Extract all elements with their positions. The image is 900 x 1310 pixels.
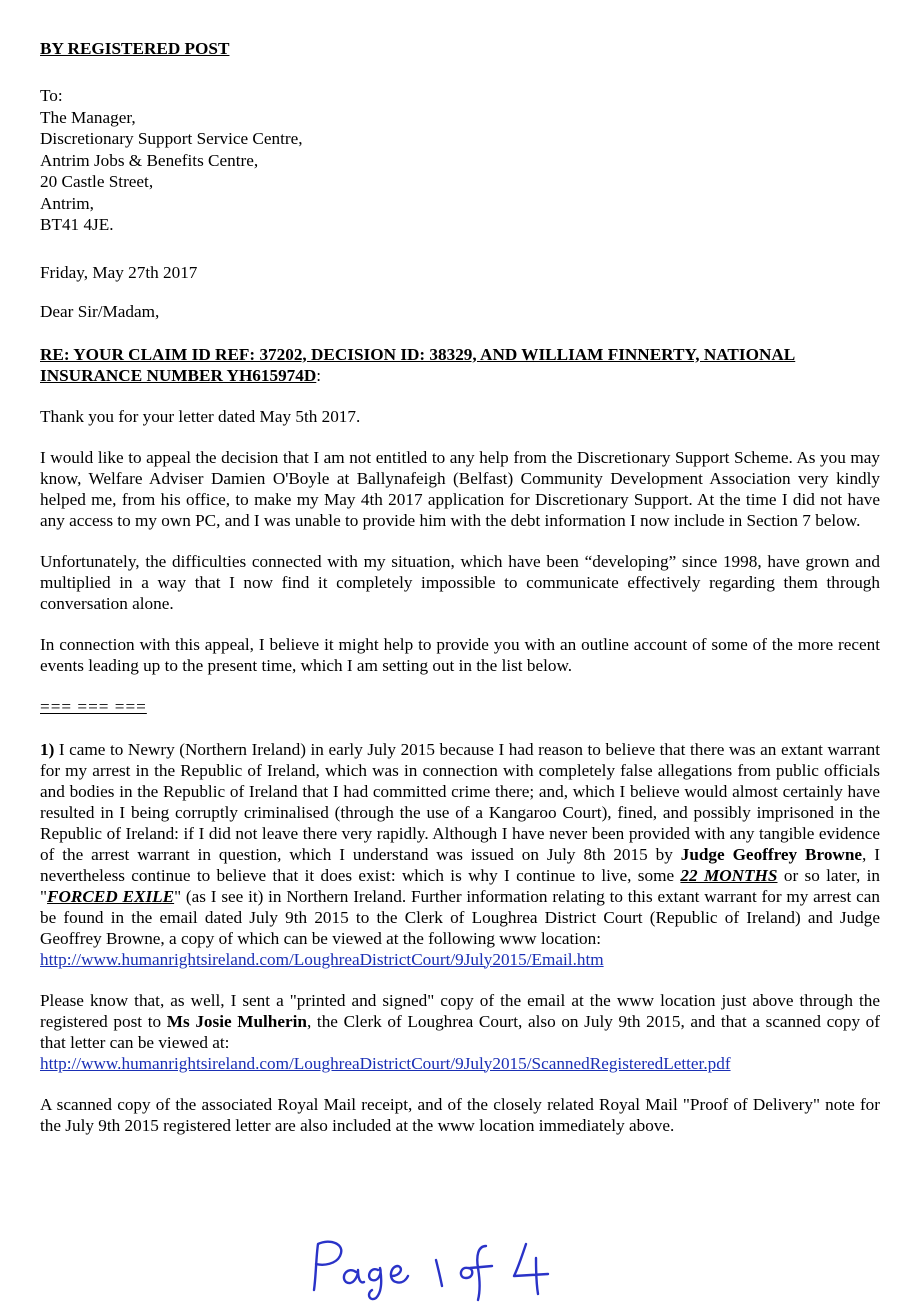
para-printed-copy [40, 990, 880, 1074]
address-line: Antrim Jobs & Benefits Centre, [40, 150, 259, 170]
address-line: BT41 4JE. [40, 215, 114, 234]
handwritten-page-number [300, 1232, 570, 1304]
to-label: To: [40, 86, 63, 105]
address-line: Antrim, [40, 193, 94, 213]
item-text: " (as I see it) in Northern Ireland. Further information relating to this extant warrant for my arrest can be found in the email dated July 9th 2015 to the Clerk of Loughrea District Court (Republic of Ireland) and Judge Geoffrey Browne, a copy of which can be viewed at the following www location: [40, 886, 880, 948]
para-difficulties: Unfortunately, the difficulties connected with my situation, which have been “developing” since 1998, have grown and multiplied in a way that I now find it completely impossible to communicate effectively regarding them through conversation alone. [40, 551, 880, 613]
para-appeal: I would like to appeal the decision that I am not entitled to any help from the Discretionary Support Scheme. As you may know, Welfare Adviser Damien O'Boyle at Ballynafeigh (Belfast) Community Development Association very kindly helped me, from his office, to make my May 4th 2017 application for Discretionary Support. At the time I did not have any access to my own PC, and I was unable to provide him with the debt information I now include in Section 7 below. [40, 447, 880, 530]
para-thanks: Thank you for your letter dated May 5th 2017. [40, 406, 361, 426]
para-text: Please know that, as well, I sent a "printed and signed" copy of the email at the www location just above through the registered post to [40, 990, 880, 1031]
clerk-name: Ms Josie Mulherin [166, 1011, 307, 1031]
judge-name: Judge Geoffrey Browne [680, 844, 863, 864]
letter-heading: BY REGISTERED POST [40, 39, 230, 58]
address-line: Discretionary Support Service Centre, [40, 129, 303, 148]
recipient-address [40, 85, 880, 236]
email-link[interactable]: http://www.humanrightsireland.com/LoughreaDistrictCourt/9July2015/Email.htm [40, 949, 604, 969]
item-number: 1) [40, 739, 55, 759]
item-text: , I nevertheless continue to believe that it does exist: which is why I continue to live, some [40, 844, 880, 885]
item-text: I came to Newry (Northern Ireland) in early July 2015 because I had reason to believe that there was an extant warrant for my arrest in the Republic of Ireland, which was in connection with completely false allegations from public officials and bodies in the Republic of Ireland that I had committed crime there; and, which I believe would almost certainly have resulted in I being corruptly criminalised (through the use of a Kangaroo Court), fined, and possibly imprisoned in the Republic of Ireland: if I did not leave there very rapidly. Although I have never been provided with any tangible evidence of the arrest warrant in question, which I understand was issued on July 8th 2015 by [40, 739, 880, 864]
exile-emphasis: FORCED EXILE [47, 886, 175, 906]
address-line: The Manager, [40, 107, 136, 127]
address-line: 20 Castle Street, [40, 172, 154, 191]
subject-colon: : [316, 365, 322, 385]
months-emphasis: 22 MONTHS [680, 865, 778, 885]
scanned-letter-link[interactable]: http://www.humanrightsireland.com/LoughreaDistrictCourt/9July2015/ScannedRegisteredLetter.pdf [40, 1053, 731, 1073]
para-text: , the Clerk of Loughrea Court, also on July 9th 2015, and that a scanned copy of that letter can be viewed at: [40, 1011, 881, 1052]
salutation: Dear Sir/Madam, [40, 301, 160, 321]
letter-date: Friday, May 27th 2017 [40, 262, 198, 282]
item-text: or so later, in " [40, 865, 880, 906]
subject-line [40, 344, 880, 386]
para-connection: In connection with this appeal, I believe it might help to provide you with an outline account of some of the more recent events leading up to the present time, which I am setting out in the list below. [40, 634, 880, 675]
list-item-1 [40, 739, 880, 970]
section-divider: === === === [40, 696, 147, 716]
subject-ref: RE: YOUR CLAIM ID REF: 37202, DECISION ID: 38329, AND WILLIAM FINNERTY, NATIONAL INSURANCE NUMBER YH615974D [40, 344, 796, 385]
letter-page [40, 38, 880, 1136]
para-receipt: A scanned copy of the associated Royal Mail receipt, and of the closely related Royal Mail "Proof of Delivery" note for the July 9th 2015 registered letter are also included at the www location immediately above. [40, 1094, 880, 1135]
